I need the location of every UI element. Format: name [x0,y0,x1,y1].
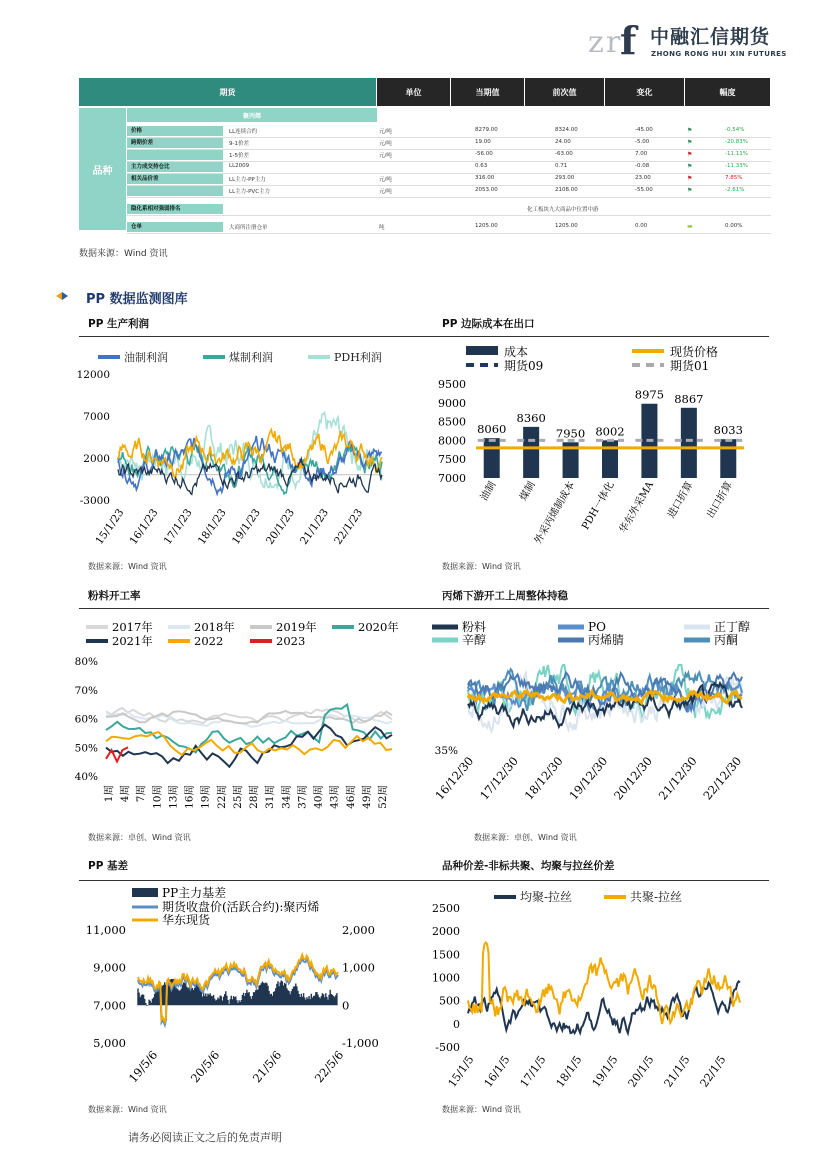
y-tick-label: -500 [435,1041,460,1054]
row-item: LL连续合约 [229,129,258,135]
legend-swatch [132,888,158,897]
y-tick-label: 7000 [83,411,110,423]
legend-label: 2017年 [112,620,153,634]
y-tick-label: 7,000 [93,998,126,1013]
row-item: LL主力-PP主力 [229,177,266,183]
legend-swatch [466,346,498,355]
row-item: LL主力-PVC主力 [229,189,271,195]
row-change: -0.08 [635,163,650,169]
bar [681,408,697,478]
legend-label: 2020年 [358,620,399,634]
y-tick-label: 1000 [432,971,460,985]
x-tick-label: 20/1/23 [263,506,298,547]
row-previous: -63.00 [555,151,573,157]
legend-label: 2019年 [276,620,317,634]
x-tick-label: PDH一体化 [580,480,617,532]
chart6-source: 数据来源：Wind 资讯 [442,1105,521,1114]
x-tick-label: 19/12/30 [566,753,611,803]
row-previous: 24.00 [555,139,571,145]
y-tick-label: 7000 [438,472,466,485]
x-tick-label: 出口折算 [705,480,735,521]
x-tick-label: 4周 [119,785,132,803]
bar [484,438,500,478]
x-tick-label: 油制 [478,480,499,503]
legend-label: PDH利润 [334,351,382,364]
x-tick-label: 16/1/23 [127,506,161,547]
x-tick-label: 19/1/23 [229,506,263,547]
x-tick-label: 华东外采MA [617,480,657,536]
chart6-title: 品种价差-非标共聚、均聚与拉丝价差 [442,860,615,872]
y-tick-label: 2500 [432,902,460,915]
row-amplitude: -20.83% [725,139,748,145]
chart1-source: 数据来源：Wind 资讯 [88,562,167,571]
legend-label: 华东现货 [162,913,211,927]
row-label: 仓单 [127,222,223,232]
chart4-title: 丙烯下游开工上周整体持稳 [442,590,568,602]
footer-disclaimer: 请务必阅读正文之后的免责声明 [128,1131,282,1144]
flag-icon: ▬ [687,223,693,230]
legend-label: 期货收盘价(活跃合约):聚丙烯 [162,900,320,914]
x-tick-label: 外采丙烯制成本 [532,480,578,547]
chart2-title: PP 边际成本在出口 [442,318,535,330]
x-tick-label: 43周 [328,785,341,809]
legend-label: PO [588,620,606,634]
chart5-title: PP 基差 [88,860,129,872]
legend-label: 共聚-拉丝 [630,890,683,904]
y-tick-label: 35% [434,745,458,757]
data-label: 8033 [713,423,743,438]
y-tick-label: 80% [74,656,98,668]
legend-label: 丙酮 [714,633,739,647]
x-tick-label: 49周 [360,785,373,809]
data-label: 8867 [674,391,704,406]
y-tick-label: 2000 [432,925,460,939]
legend-label: 现货价格 [670,345,719,359]
x-tick-label: 20/12/30 [611,753,655,803]
chart-marginal-cost [430,340,770,555]
x-tick-label: 15/1/5 [445,1053,477,1090]
header-futures: 期货 [79,78,377,106]
x-tick-label: 16/12/30 [432,753,477,803]
company-name-cn: 中融汇信期货 [650,26,771,48]
legend-label: 成本 [504,345,529,359]
row-unit: 元/吨 [379,177,392,183]
row-divider [127,233,771,234]
header-current: 当期值 [451,78,525,106]
y-tick-label: 9,000 [93,960,126,975]
row-amplitude: 7.85% [725,175,743,181]
y-tick-label: 40% [74,771,98,783]
y-tick-label: 11,000 [85,923,126,937]
table-row [127,162,771,172]
row-divider [127,215,771,216]
row-current: 0.63 [475,163,488,169]
futures-table [79,78,771,231]
x-tick-label: 21/1/23 [298,506,332,547]
x-tick-label: 31周 [264,785,277,809]
x-tick-label: 20/5/6 [187,1047,223,1086]
section-bullet-icon [56,290,68,302]
legend-label: 油制利润 [124,351,168,364]
header-previous: 前次值 [525,78,605,106]
row-label [127,150,223,160]
y-tick-label: 500 [439,994,460,1008]
legend-label: 2021年 [112,634,153,648]
chart1-title: PP 生产利润 [88,318,150,330]
legend-label: 丙烯腈 [588,633,625,647]
company-name-en: ZHONG RONG HUI XIN FUTURES [651,50,787,58]
y-tick-label: 1500 [432,948,460,962]
x-tick-label: 进口折算 [665,480,696,521]
divider [79,336,769,337]
chart-powder-operating-rate [70,615,400,825]
row-label: 相关品价差 [127,174,223,184]
row-current: 1205.00 [475,223,498,229]
y-tick-label: 8500 [438,415,466,429]
row-item: 大商所注册仓单 [229,225,268,231]
x-tick-label: 22/1/5 [697,1053,729,1090]
data-label: 7950 [555,426,586,441]
data-label: 8002 [595,424,625,439]
row-amplitude: 0.00% [725,223,743,229]
x-tick-label: 22周 [215,785,228,809]
x-tick-label: 19/1/5 [589,1053,621,1090]
x-tick-label: 22/12/30 [700,753,745,803]
header-amplitude: 幅度 [685,78,771,106]
row-label: 主力成交持仓比 [127,162,223,172]
row-label: 隐化系相对强弱排名 [127,204,223,214]
row-previous: 0.71 [555,163,568,169]
row-current: 2053.00 [475,187,498,193]
row-item: 1-5价差 [229,153,249,159]
y-tick-label: -3000 [79,495,110,507]
row-current: 19.00 [475,139,491,145]
divider [79,880,769,881]
legend-label: 2023 [276,634,306,648]
legend-label: 正丁醇 [714,620,751,634]
subheader-pp: 聚丙烯 [127,108,377,122]
y-tick-label: 2000 [83,453,110,465]
table-row [127,174,771,184]
x-tick-label: 18/1/5 [553,1053,585,1090]
row-unit: 元/吨 [379,153,392,159]
row-current: -56.00 [475,151,493,157]
x-tick-label: 16/1/5 [481,1053,513,1090]
row-previous: 1205.00 [555,223,578,229]
flag-icon: ⚑ [687,127,693,134]
flag-icon: ⚑ [687,175,693,182]
chart-propylene-downstream [420,615,770,820]
row-amplitude: -11.33% [725,163,748,169]
row-unit: 元/吨 [379,141,392,147]
table-row [127,138,771,148]
y-tick-label: 9000 [438,396,466,410]
x-tick-label: 17/1/23 [161,506,195,547]
y-tick-label: 60% [74,713,98,726]
legend-label: 2022 [194,634,224,648]
y-tick-label-right: 2,000 [342,923,375,937]
x-tick-label: 37周 [296,785,309,809]
section-title: PP 数据监测图库 [86,292,188,307]
legend-label: 均聚-拉丝 [520,890,573,904]
data-label: 8060 [477,422,507,437]
row-amplitude: -2.61% [725,187,745,193]
table-row [127,186,771,196]
y-tick-label: 9500 [438,378,466,391]
table-row [127,222,771,232]
row-unit: 元/吨 [379,129,392,135]
x-tick-label: 17/12/30 [477,753,521,803]
x-tick-label: 1周 [103,785,115,803]
bar [523,427,539,478]
category-cell: 品种 [79,108,126,230]
chart3-title: 粉料开工率 [88,590,141,602]
x-tick-label: 煤制 [518,480,538,503]
row-amplitude: -0.54% [725,127,745,133]
x-tick-label: 17/1/5 [517,1053,549,1090]
row-change: -45.00 [635,127,653,133]
bar [720,439,736,478]
table-row [127,126,771,136]
flag-icon: ⚑ [687,187,693,194]
flag-icon: ⚑ [687,139,693,146]
x-tick-label: 21/1/5 [661,1053,693,1090]
chart5-source: 数据来源：Wind 资讯 [88,1105,167,1114]
x-tick-label: 13周 [167,785,180,809]
data-label: 8360 [516,410,546,425]
chart-production-profit [70,340,390,555]
row-change: -5.00 [635,139,650,145]
legend-label: 2018年 [194,620,235,634]
row-label [127,186,223,196]
row-item: LL2009 [229,163,250,169]
svg-text:r: r [606,25,621,58]
row-unit: 吨 [379,225,385,231]
y-tick-label-right: 1,000 [342,960,375,975]
y-tick-label: 8000 [438,434,466,448]
row-current: 8279.00 [475,127,498,133]
row-previous: 2108.00 [555,187,578,193]
svg-text:f: f [620,18,637,58]
row-amplitude: -11.11% [725,151,748,157]
x-tick-label: 15/1/23 [93,506,127,547]
row-current: 化工板块九大商品中位置中游 [527,207,599,213]
x-tick-label: 10周 [151,785,164,809]
table-source: 数据来源：Wind 资讯 [79,249,168,259]
table-row [127,204,771,214]
row-change: 0.00 [635,223,648,229]
data-label: 8975 [634,387,665,402]
x-tick-label: 22/1/23 [332,506,366,547]
svg-text:z: z [588,25,604,58]
table-header [79,78,771,106]
flag-icon: ⚑ [687,151,693,158]
x-tick-label: 21/5/6 [249,1047,285,1086]
y-tick-label: 70% [74,684,98,697]
x-tick-label: 18/12/30 [521,753,566,803]
legend-label: 辛醇 [462,633,487,647]
chart-pp-basis [70,883,400,1098]
header-unit: 单位 [377,78,451,106]
x-tick-label: 7周 [135,785,148,803]
company-logo-mark [588,18,642,58]
header-change: 变化 [605,78,685,106]
x-tick-label: 52周 [377,785,389,809]
chart3-source: 数据来源：卓创、Wind 资讯 [88,833,191,842]
row-unit: 元/吨 [379,189,392,195]
legend-label: 期货01 [670,359,710,373]
y-tick-label: 12000 [76,369,110,381]
y-tick-label: 7500 [438,453,466,467]
bar [602,440,618,478]
x-tick-label: 40周 [312,785,325,809]
x-tick-label: 20/1/5 [625,1053,657,1090]
x-tick-label: 25周 [231,785,244,809]
legend-label: 煤制利润 [229,351,273,364]
x-tick-label: 28周 [248,785,261,809]
row-item: 9-1价差 [229,141,249,147]
legend-label: 粉料 [462,620,487,634]
x-tick-label: 21/12/30 [655,753,700,803]
row-change: 23.00 [635,175,651,181]
row-current: 316.00 [475,175,495,181]
x-tick-label: 34周 [280,785,293,809]
x-tick-label: 22/5/6 [311,1047,347,1086]
y-tick-label: 50% [74,742,98,755]
y-tick-label: 5,000 [93,1036,126,1050]
series-line-copolymer [468,943,740,1025]
chart-copolymer-spread [420,883,770,1098]
y-tick-label-right: -1,000 [342,1036,379,1050]
series-line-homopolymer [468,981,740,1033]
x-tick-label: 16周 [183,785,196,809]
row-change: 7.00 [635,151,648,157]
x-tick-label: 19/5/6 [125,1047,161,1086]
flag-icon: ⚑ [687,163,693,170]
x-tick-label: 18/1/23 [195,506,229,547]
chart2-source: 数据来源：Wind 资讯 [442,562,521,571]
legend-label: PP主力基差 [162,886,227,900]
row-divider [127,197,771,198]
row-label: 价格 [127,126,223,136]
table-row [127,150,771,160]
x-tick-label: 19周 [199,785,212,809]
x-tick-label: 46周 [344,785,357,809]
divider [79,608,769,609]
y-tick-label: 0 [453,1017,460,1031]
row-label: 跨期价差 [127,138,223,148]
row-previous: 8324.00 [555,127,578,133]
chart4-source: 数据来源：卓创、Wind 资讯 [474,833,577,842]
legend-label: 期货09 [504,359,544,373]
row-previous: 293.00 [555,175,575,181]
y-tick-label-right: 0 [342,998,350,1013]
row-change: -55.00 [635,187,653,193]
